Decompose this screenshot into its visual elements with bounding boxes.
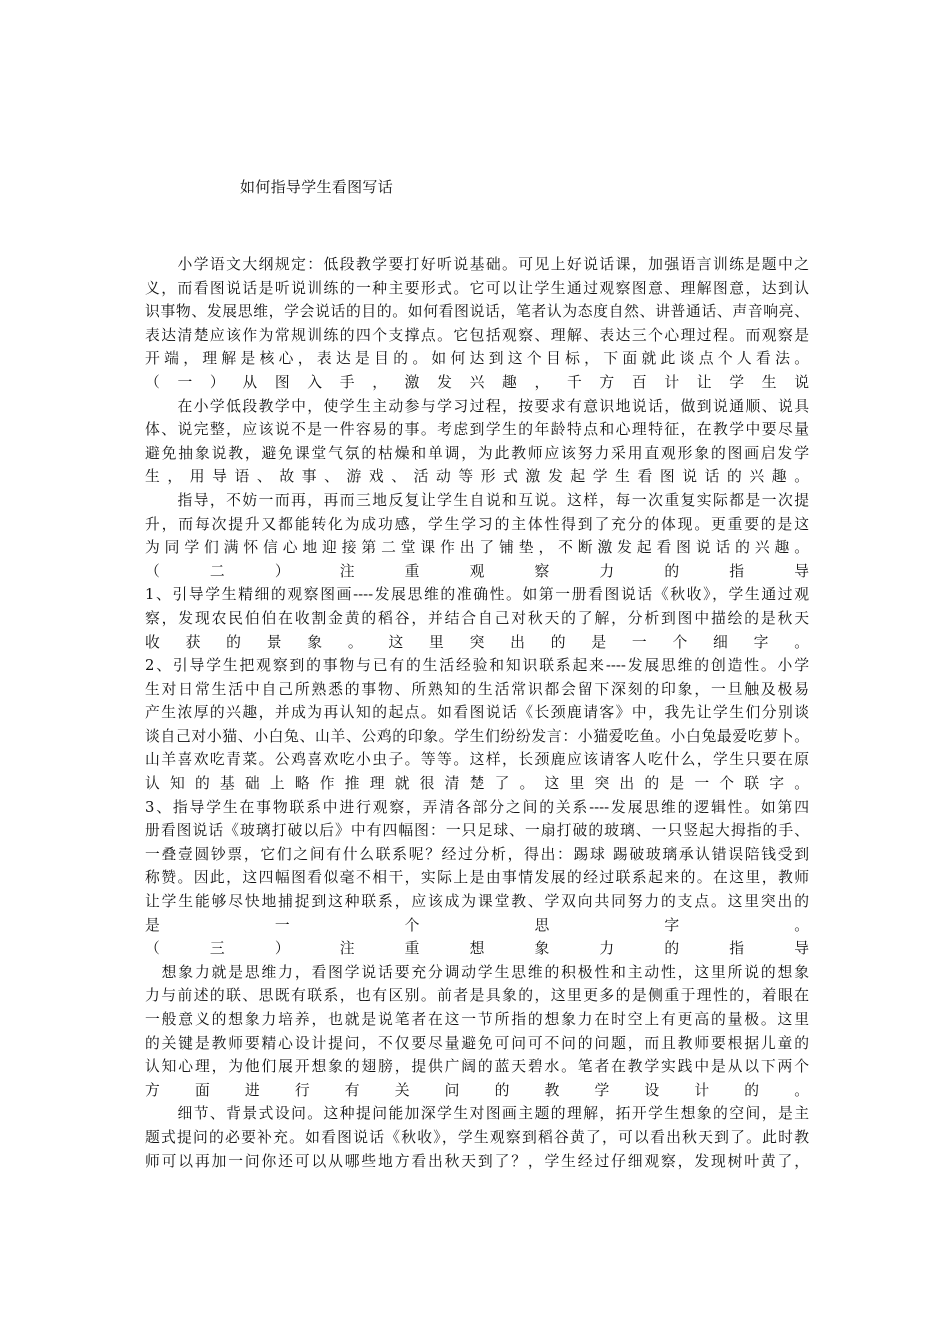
- text-line: 认知的基础上略作推理就很清楚了。这里突出的是一个联字。: [145, 775, 809, 793]
- text-line: 在小学低段教学中，使学生主动参与学习过程，按要求有意识地说话，做到说通顺、说具: [145, 397, 809, 415]
- text-line: 一般意义的想象力培养，也就是说笔者在这一节所指的想象力在时空上有更高的量极。这里: [145, 1011, 809, 1028]
- document-page: [145, 0, 809, 1344]
- text-line: 生，用导语、故事、游戏、活动等形式激发起学生看图说话的兴趣。: [145, 468, 809, 486]
- text-line: 小学语文大纲规定：低段教学要打好听说基础。可见上好说话课，加强语言训练是题中之: [145, 256, 809, 273]
- text-line: 生对日常生活中自己所熟悉的事物、所熟知的生活常识都会留下深刻的印象，一旦触及极易: [145, 680, 809, 698]
- text-line: 表达清楚应该作为常规训练的四个支撑点。它包括观察、理解、表达三个心理过程。而观察是: [145, 326, 809, 344]
- text-line: 察，发现农民伯伯在收割金黄的稻谷，并结合自己对秋天的了解，分析到图中描绘的是秋天: [145, 609, 809, 627]
- text-line: 册看图说话《玻璃打破以后》中有四幅图：一只足球、一扇打破的玻璃、一只竖起大拇指的手、: [145, 822, 809, 840]
- text-line: 1、引导学生精细的观察图画----发展思维的准确性。如第一册看图说话《秋收》，学生通过观: [145, 586, 809, 604]
- text-line: 认知心理，为他们展开想象的翅膀，提供广阔的蓝天碧水。笔者在教学实践中是从以下两个: [145, 1058, 809, 1076]
- section-heading-2: （二）注重观察力的指导: [145, 562, 809, 580]
- text-line: 收获的景象。这里突出的是一个细字。: [145, 633, 809, 651]
- text-line: 想象力就是思维力，看图学说话要充分调动学生思维的积极性和主动性，这里所说的想象: [145, 963, 809, 981]
- text-line: 题式提问的必要补充。如看图说话《秋收》，学生观察到稻谷黄了，可以看出秋天到了。此时教: [145, 1128, 809, 1146]
- section-heading-3: （三）注重想象力的指导: [145, 940, 809, 958]
- document-title: 如何指导学生看图写话: [240, 178, 394, 196]
- text-line: 师可以再加一问你还可以从哪些地方看出秋天到了？，学生经过仔细观察，发现树叶黄了，: [145, 1152, 809, 1170]
- text-line: 义，而看图说话是听说训练的一种主要形式。它可以让学生通过观察图意、理解图意，达到认: [145, 279, 809, 297]
- text-line: 力与前述的联、思既有联系，也有区别。前者是具象的，这里更多的是侧重于理性的，着眼在: [145, 987, 809, 1005]
- text-line: 谈自己对小猫、小白兔、山羊、公鸡的印象。学生们纷纷发言：小猫爱吃鱼。小白兔最爱吃萝卜。: [145, 727, 809, 745]
- text-line: 避免抽象说教，避免课堂气氛的枯燥和单调，为此教师应该努力采用直观形象的图画启发学: [145, 444, 809, 462]
- text-line: 的关键是教师要精心设计提问，不仅要尽量避免可问可不问的问题，而且教师要根据儿童的: [145, 1034, 809, 1052]
- text-line: 让学生能够尽快地捕捉到这种联系，应该成为课堂教、学双向共同努力的支点。这里突出的: [145, 893, 809, 911]
- section-heading-1: （一）从图入手，激发兴趣，千方百计让学生说: [145, 373, 809, 391]
- text-line: 产生浓厚的兴趣，并成为再认知的起点。如看图说话《长颈鹿请客》中，我先让学生们分别谈: [145, 704, 809, 722]
- text-line: 一叠壹圆钞票，它们之间有什么联系呢？经过分析，得出：踢球 踢破玻璃承认错误陪钱受到: [145, 845, 809, 863]
- text-line: 是一个思字。: [145, 916, 809, 934]
- text-line: 指导，不妨一而再，再而三地反复让学生自说和互说。这样，每一次重复实际都是一次提: [145, 491, 809, 509]
- text-line: 识事物、发展思维，学会说话的目的。如何看图说话，笔者认为态度自然、讲普通话、声音响亮、: [145, 303, 809, 321]
- text-line: 体、说完整，应该说不是一件容易的事。考虑到学生的年龄特点和心理特征，在教学中要尽量: [145, 421, 809, 439]
- text-line: 山羊喜欢吃青菜。公鸡喜欢吃小虫子。等等。这样，长颈鹿应该请客人吃什么，学生只要在原: [145, 751, 809, 769]
- text-line: 细节、背景式设问。这种提问能加深学生对图画主题的理解，拓开学生想象的空间，是主: [145, 1105, 809, 1123]
- text-line: 2、引导学生把观察到的事物与已有的生活经验和知识联系起来----发展思维的创造性。小学: [145, 657, 809, 675]
- document-body: [145, 253, 809, 1173]
- text-line: 3、指导学生在事物联系中进行观察，弄清各部分之间的关系----发展思维的逻辑性。如第四: [145, 798, 809, 816]
- text-line: 称赞。因此，这四幅图看似毫不相干，实际上是由事情发展的经过联系起来的。在这里，教师: [145, 869, 809, 887]
- text-line: 为同学们满怀信心地迎接第二堂课作出了铺垫，不断激发起看图说话的兴趣。: [145, 539, 809, 557]
- text-line: 方面进行有关问的教学设计的。: [145, 1081, 809, 1099]
- text-line: 升，而每次提升又都能转化为成功感，学生学习的主体性得到了充分的体现。更重要的是这: [145, 515, 809, 533]
- text-line: 开端，理解是核心，表达是目的。如何达到这个目标，下面就此谈点个人看法。: [145, 350, 809, 368]
